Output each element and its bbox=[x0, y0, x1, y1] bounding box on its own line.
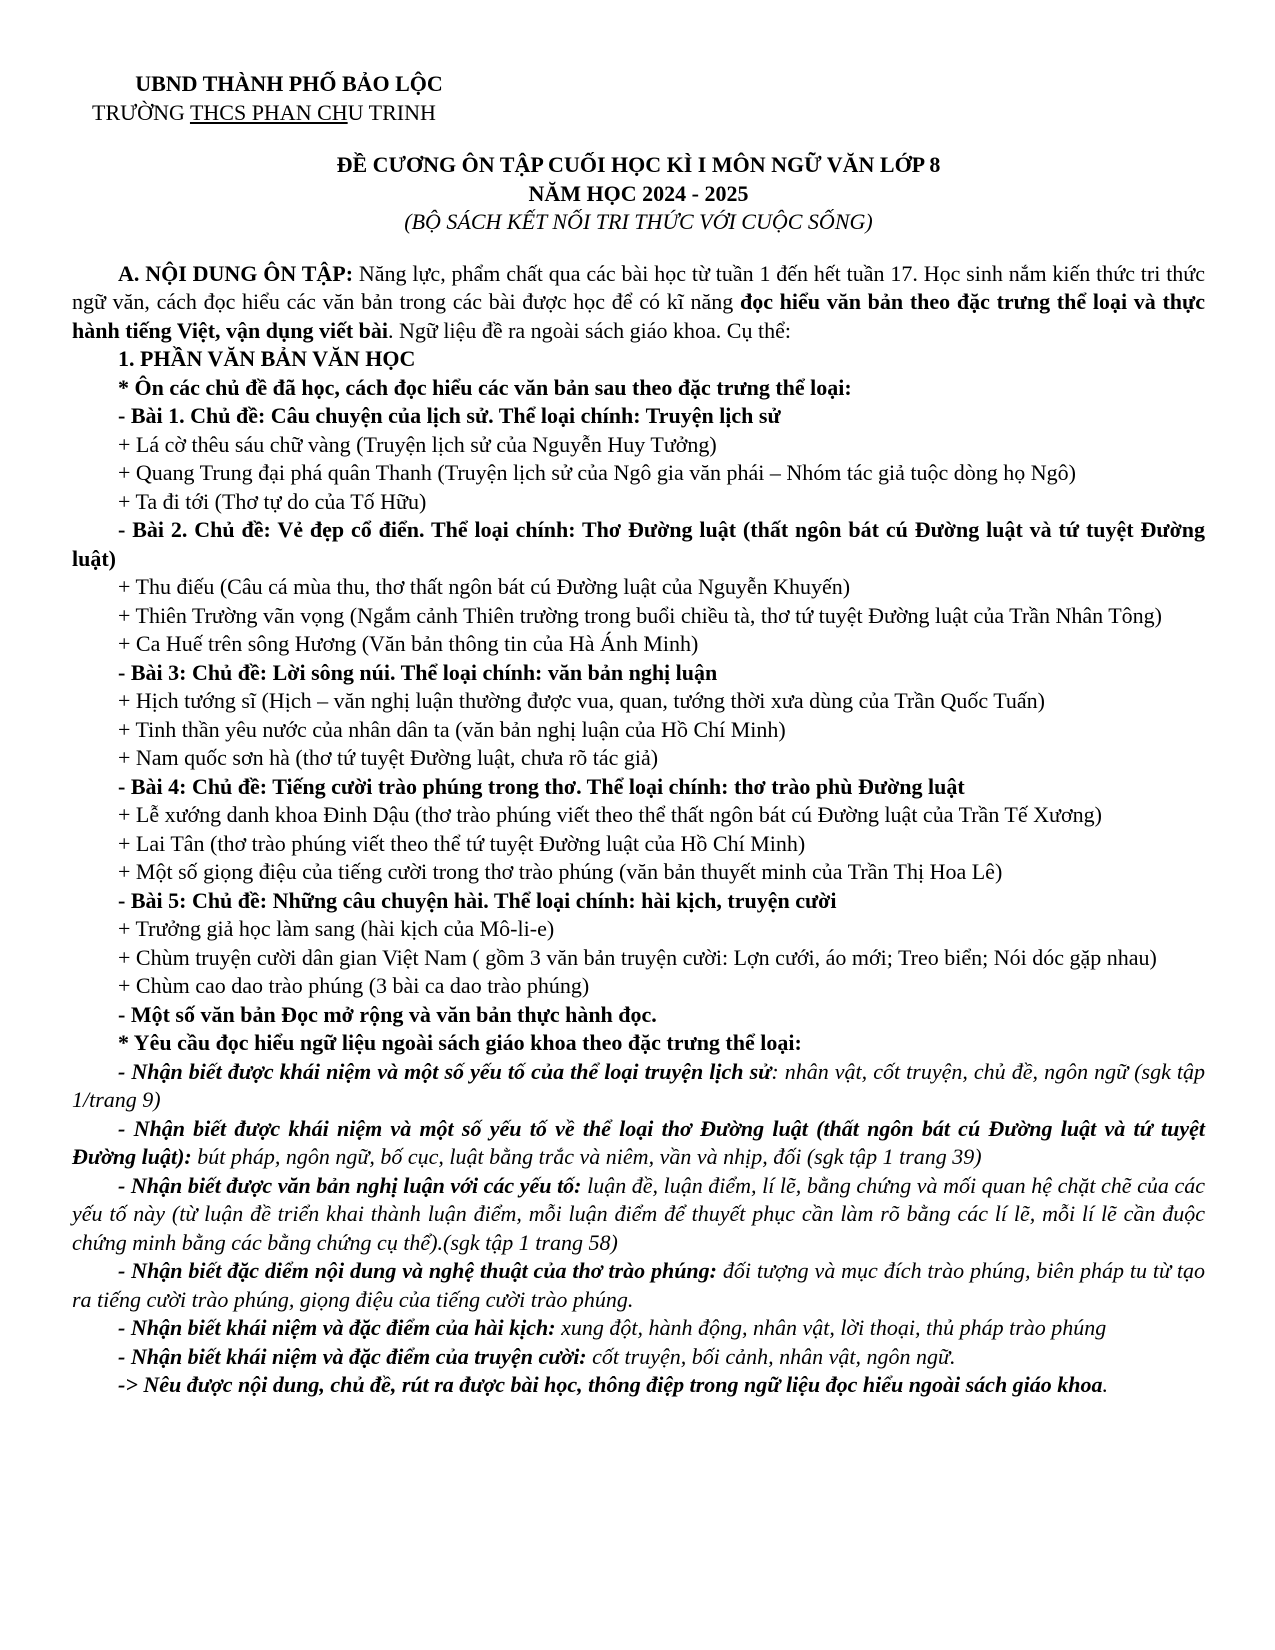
section-a-heading: A. NỘI DUNG ÔN TẬP: bbox=[118, 260, 354, 286]
list-item: + Ca Huế trên sông Hương (Văn bản thông tin của Hà Ánh Minh) bbox=[118, 631, 699, 656]
requirement-detail: : nhân vật, cốt truyện, chủ đề, ngôn ngữ (sgk tập 1/trang 9) bbox=[72, 1058, 1206, 1112]
list-item: + Hịch tướng sĩ (Hịch – văn nghị luận thường được vua, quan, tướng thời xưa dùng của Trần Quốc Tuấn) bbox=[118, 688, 1045, 713]
list-item: + Quang Trung đại phá quân Thanh (Truyện lịch sử của Ngô gia văn phái – Nhóm tác giả tuộc dòng họ Ngô) bbox=[118, 460, 1076, 485]
conclusion bbox=[72, 1371, 1205, 1400]
requirement-lead: - Nhận biết khái niệm và đặc điểm của truyện cười: bbox=[118, 1343, 587, 1369]
requirement-item bbox=[72, 1115, 1205, 1172]
list-item: + Lá cờ thêu sáu chữ vàng (Truyện lịch sử của Nguyễn Huy Tưởng) bbox=[118, 431, 717, 457]
requirement-item bbox=[72, 1257, 1205, 1314]
requirement-item bbox=[72, 1314, 1205, 1343]
intro-text-1: Năng lực, phẩm chất qua các bài học từ tuần 1 đến hết tuần 17. Học sinh nắm kiến thức tri thức ngữ văn, cách đọc hiểu các văn bản trong các bài được học để có kĩ năng bbox=[72, 260, 1205, 314]
list-item: + Chùm cao dao trào phúng (3 bài ca dao trào phúng) bbox=[118, 973, 590, 998]
requirement-lead: - Nhận biết được văn bản nghị luận với các yếu tố: bbox=[118, 1172, 582, 1198]
lesson-5-title: - Bài 5: Chủ đề: Những câu chuyện hài. Thể loại chính: hài kịch, truyện cười bbox=[118, 887, 837, 913]
intro-text-2: . Ngữ liệu đề ra ngoài sách giáo khoa. Cụ thể: bbox=[388, 317, 791, 343]
lesson-1-title: - Bài 1. Chủ đề: Câu chuyện của lịch sử. Thể loại chính: Truyện lịch sử bbox=[118, 403, 781, 428]
requirement-item bbox=[72, 1343, 1205, 1372]
list-item: + Trưởng giả học làm sang (hài kịch của Mô-li-e) bbox=[118, 916, 555, 941]
list-item: + Lễ xướng danh khoa Đinh Dậu (thơ trào phúng viết theo thể thất ngôn bát cú Đường luật của Trần Tế Xương) bbox=[118, 802, 1102, 827]
requirement-lead: - Nhận biết được khái niệm và một số yếu tố về thể loại thơ Đường luật (thất ngôn bát cú Đường luật và tứ tuyệt Đường luật): bbox=[72, 1115, 1205, 1169]
lesson-3-title: - Bài 3: Chủ đề: Lời sông núi. Thể loại chính: văn bản nghị luận bbox=[118, 659, 718, 685]
title-line-1: ĐỀ CƯƠNG ÔN TẬP CUỐI HỌC KÌ I MÔN NGỮ VĂN LỚP 8 bbox=[336, 152, 941, 177]
intro-paragraph bbox=[72, 260, 1205, 346]
requirement-detail: cốt truyện, bối cảnh, nhân vật, ngôn ngữ. bbox=[586, 1343, 956, 1369]
lesson-2-title: - Bài 2. Chủ đề: Vẻ đẹp cổ điển. Thể loại chính: Thơ Đường luật (thất ngôn bát cú Đường luật và tứ tuyệt Đường luật) bbox=[72, 517, 1205, 571]
requirement-detail: bút pháp, ngôn ngữ, bố cục, luật bằng trắc và niêm, vần và nhịp, đối (sgk tập 1 trang 39) bbox=[191, 1144, 982, 1169]
organization-header bbox=[92, 70, 512, 127]
lesson-4-title: - Bài 4: Chủ đề: Tiếng cười trào phúng trong thơ. Thể loại chính: thơ trào phù Đường luật bbox=[118, 773, 965, 799]
list-item: + Thiên Trường vãn vọng (Ngắm cảnh Thiên trường trong buổi chiều tà, thơ tứ tuyệt Đường luật của Trần Nhân Tông) bbox=[118, 602, 1162, 628]
requirement-lead: - Nhận biết khái niệm và đặc điểm của hài kịch: bbox=[118, 1315, 556, 1340]
list-item: + Nam quốc sơn hà (thơ tứ tuyệt Đường luật, chưa rõ tác giả) bbox=[118, 745, 659, 770]
list-item: + Một số giọng điệu của tiếng cười trong thơ trào phúng (văn bản thuyết minh của Trần Thị Hoa Lê) bbox=[118, 859, 1003, 884]
requirement-detail: đối tượng và mục đích trào phúng, biên pháp tu từ tạo ra tiếng cười trào phúng, giọng điệu của tiếng cười trào phúng. bbox=[72, 1258, 1205, 1312]
org-line-2-prefix: TRƯỜNG bbox=[92, 99, 190, 125]
org-line-1: UBND THÀNH PHỐ BẢO LỘC bbox=[135, 71, 443, 96]
title-line-2: NĂM HỌC 2024 - 2025 bbox=[528, 180, 749, 206]
requirement-detail: xung đột, hành động, nhân vật, lời thoại, thủ pháp trào phúng bbox=[555, 1315, 1107, 1340]
requirement-lead: - Nhận biết được khái niệm và một số yếu tố của thể loại truyện lịch sử bbox=[118, 1058, 772, 1084]
review-heading: * Ôn các chủ đề đã học, cách đọc hiểu các văn bản sau theo đặc trưng thể loại: bbox=[118, 374, 852, 400]
extra-reading-note: - Một số văn bản Đọc mở rộng và văn bản thực hành đọc. bbox=[118, 1001, 657, 1027]
document-title bbox=[72, 151, 1205, 237]
list-item: + Tinh thần yêu nước của nhân dân ta (văn bản nghị luận của Hồ Chí Minh) bbox=[118, 716, 786, 742]
conclusion-end: . bbox=[1102, 1372, 1109, 1397]
org-line-2-underlined: THCS PHAN CH bbox=[189, 99, 348, 125]
list-item: + Chùm truyện cười dân gian Việt Nam ( gồm 3 văn bản truyện cười: Lợn cưới, áo mới; Treo biển; Nói dóc gặp nhau) bbox=[118, 944, 1157, 970]
list-item: + Ta đi tới (Thơ tự do của Tố Hữu) bbox=[118, 488, 427, 514]
conclusion-bold: -> Nêu được nội dung, chủ đề, rút ra được bài học, thông điệp trong ngữ liệu đọc hiểu ngoài sách giáo khoa bbox=[118, 1372, 1103, 1397]
org-line-2 bbox=[92, 99, 512, 128]
requirement-item bbox=[72, 1058, 1205, 1115]
requirements-heading: * Yêu cầu đọc hiểu ngữ liệu ngoài sách giáo khoa theo đặc trưng thể loại: bbox=[118, 1030, 802, 1055]
list-item: + Thu điếu (Câu cá mùa thu, thơ thất ngôn bát cú Đường luật của Nguyễn Khuyến) bbox=[118, 574, 851, 599]
title-line-3: (BỘ SÁCH KẾT NỐI TRI THỨC VỚI CUỘC SỐNG) bbox=[404, 209, 873, 234]
requirement-lead: - Nhận biết đặc diểm nội dung và nghệ thuật của thơ trào phúng: bbox=[118, 1258, 717, 1283]
intro-bold: đọc hiểu văn bản theo đặc trưng thể loại và thực hành tiếng Việt, vận dụng viết bài bbox=[72, 289, 1205, 343]
document-body bbox=[72, 260, 1205, 1400]
requirement-item bbox=[72, 1172, 1205, 1258]
section-1-heading: 1. PHẦN VĂN BẢN VĂN HỌC bbox=[118, 346, 416, 371]
list-item: + Lai Tân (thơ trào phúng viết theo thể tứ tuyệt Đường luật của Hồ Chí Minh) bbox=[118, 830, 806, 856]
requirement-detail: luận đề, luận điểm, lí lẽ, bằng chứng và mối quan hệ chặt chẽ của các yếu tố này (từ luận đề triển khai thành luận điểm, mỗi luận điểm để thuyết phục cần làm rõ bằng các lí lẽ, mỗi lí lẽ cần đuộc chứng minh bằng các bằng chứng cụ thể).(sgk tập 1 trang 58) bbox=[72, 1172, 1205, 1255]
org-line-2-suffix: U TRINH bbox=[347, 99, 436, 125]
